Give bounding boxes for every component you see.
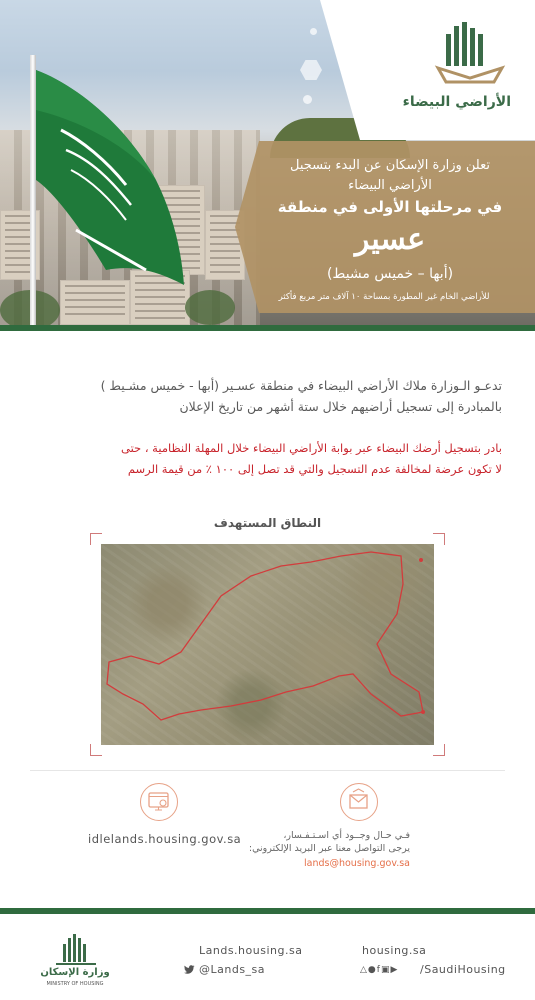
announcement-line2: الأراضي البيضاء — [348, 178, 432, 193]
section-divider — [30, 770, 505, 771]
envelope-icon — [340, 783, 378, 821]
lands-site-link[interactable]: Lands.housing.sa — [199, 944, 303, 957]
region-name: عسير — [354, 222, 426, 257]
hero-banner — [0, 0, 535, 325]
housing-social-handle[interactable]: /SaudiHousing — [420, 963, 506, 976]
contact-text — [200, 829, 410, 855]
frame-corner — [90, 744, 102, 756]
target-area-map — [101, 544, 434, 745]
saudi-flag-icon — [36, 70, 186, 300]
green-divider — [0, 325, 535, 331]
portal-link[interactable]: idlelands.housing.gov.sa — [88, 832, 242, 846]
twitter-icon[interactable]: ● — [367, 965, 377, 975]
logo-title: الأراضي البيضاء — [402, 94, 511, 110]
announcement-line1: تعلن وزارة الإسكان عن البدء بتسجيل — [290, 158, 490, 173]
contact-line2: يرجى التواصل معنا عبر البريد الإلكتروني: — [248, 843, 410, 854]
white-lands-logo-icon — [430, 20, 510, 90]
logo-box — [360, 0, 535, 140]
map-title: النطاق المستهدف — [213, 516, 322, 530]
intro-line1: تدعـو الـوزارة ملاك الأراضي البيضاء في منطقة عسـير (أبها - خميس مشـيط ) — [100, 378, 502, 393]
warning-text — [30, 438, 502, 480]
social-icons — [360, 965, 398, 975]
hexagon-shape — [300, 60, 322, 80]
intro-line2: بالمبادرة إلى تسجيل أراضيهم خلال ستة أشهر من تاريخ الإعلان — [179, 399, 502, 414]
boundary-overlay — [101, 544, 434, 745]
frame-corner — [433, 744, 445, 756]
land-area-note: للأراضي الخام غير المطورة بمساحة ١٠ آلاف متر مربع فأكثر — [278, 292, 490, 302]
contact-email-link[interactable]: lands@housing.gov.sa — [304, 858, 410, 869]
warning-line1: بادر بتسجيل أرضك البيضاء عبر بوابة الأراضي البيضاء خلال المهلة النظامية ، حتى — [121, 441, 502, 455]
snapchat-icon[interactable]: △ — [360, 965, 368, 975]
warning-line2: لا تكون عرضة لمخالفة عدم التسجيل والتي قد تصل إلى ١٠٠ ٪ من قيمة الرسم — [127, 462, 502, 476]
youtube-icon[interactable]: ▶ — [390, 965, 399, 975]
ministry-name-en: MINISTRY OF HOUSING — [46, 981, 104, 987]
twitter-icon — [184, 965, 195, 978]
announcement-line3: في مرحلتها الأولى في منطقة — [277, 198, 503, 216]
web-portal-icon — [140, 783, 178, 821]
housing-site-link[interactable]: housing.sa — [362, 944, 427, 957]
ministry-name: وزارة الإسكان — [40, 967, 110, 978]
cities-label: (أبها – خميس مشيط) — [326, 266, 454, 282]
trees — [185, 290, 235, 325]
lands-twitter-handle[interactable]: @Lands_sa — [199, 963, 266, 976]
intro-text — [40, 375, 502, 417]
frame-corner — [433, 533, 445, 545]
contact-line1: فـي حـال وجــود أي اسـتـفـسار، — [283, 830, 410, 841]
instagram-icon[interactable]: ▣ — [380, 965, 391, 975]
facebook-icon[interactable]: f — [376, 965, 381, 975]
